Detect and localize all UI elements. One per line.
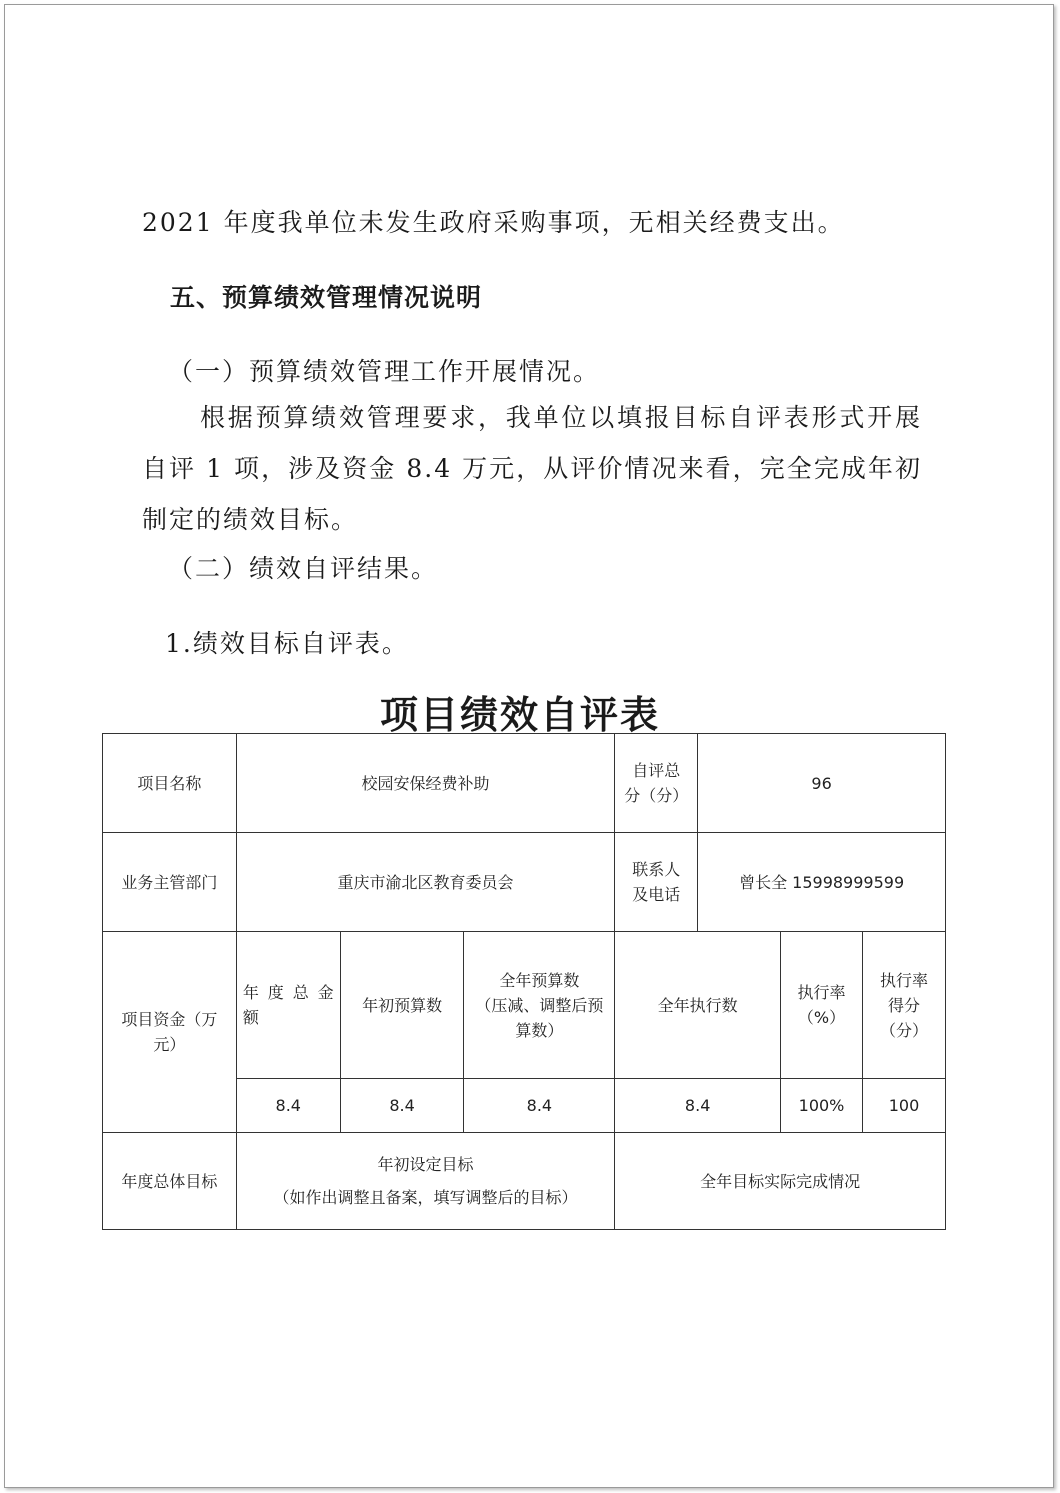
contact-value: 曾长全 15998999599 xyxy=(698,833,946,932)
full-year-exec-value: 8.4 xyxy=(615,1079,781,1133)
table-row xyxy=(103,932,946,1079)
initial-budget-label: 年初预算数 xyxy=(340,932,464,1079)
full-year-budget-value: 8.4 xyxy=(464,1079,615,1133)
project-name-value: 校园安保经费补助 xyxy=(236,734,614,833)
performance-table xyxy=(102,733,946,1230)
exec-rate-value: 100% xyxy=(781,1079,863,1133)
self-score-label: 自评总 分（分） xyxy=(615,734,698,833)
full-year-exec-label: 全年执行数 xyxy=(615,932,781,1079)
actual-completion-label: 全年目标实际完成情况 xyxy=(615,1133,946,1230)
self-score-value: 96 xyxy=(698,734,946,833)
annual-goal-label: 年度总体目标 xyxy=(103,1133,237,1230)
exec-rate-label: 执行率 （%） xyxy=(781,932,863,1079)
project-name-label: 项目名称 xyxy=(103,734,237,833)
section5-heading: 五、预算绩效管理情况说明 xyxy=(170,283,483,312)
subsection1-heading: （一）预算绩效管理工作开展情况。 xyxy=(168,357,601,386)
full-year-budget-label: 全年预算数 （压减、调整后预 算数） xyxy=(464,932,615,1079)
subsection1-body: 根据预算绩效管理要求，我单位以填报目标自评表形式开展自评 1 项，涉及资金 8.4 万元，从评价情况来看，完全完成年初制定的绩效目标。 xyxy=(142,403,922,534)
procurement-paragraph: 2021 年度我单位未发生政府采购事项，无相关经费支出。 xyxy=(142,208,845,237)
dept-label: 业务主管部门 xyxy=(103,833,237,932)
contact-label: 联系人 及电话 xyxy=(615,833,698,932)
initial-goal-label: 年初设定目标 （如作出调整且备案，填写调整后的目标） xyxy=(236,1133,614,1230)
dept-value: 重庆市渝北区教育委员会 xyxy=(236,833,614,932)
funds-label: 项目资金（万 元） xyxy=(103,932,237,1133)
table-row xyxy=(103,734,946,833)
table-row xyxy=(103,1133,946,1230)
exec-score-label: 执行率 得分 （分） xyxy=(863,932,946,1079)
table-row xyxy=(103,833,946,932)
annual-total-value: 8.4 xyxy=(236,1079,340,1133)
exec-score-value: 100 xyxy=(863,1079,946,1133)
subsection2-heading: （二）绩效自评结果。 xyxy=(168,554,439,583)
item1-heading: 1.绩效目标自评表。 xyxy=(165,629,409,658)
table-title: 项目绩效自评表 xyxy=(379,693,660,737)
initial-budget-value: 8.4 xyxy=(340,1079,464,1133)
annual-total-label: 年度总金 额 xyxy=(236,932,340,1079)
